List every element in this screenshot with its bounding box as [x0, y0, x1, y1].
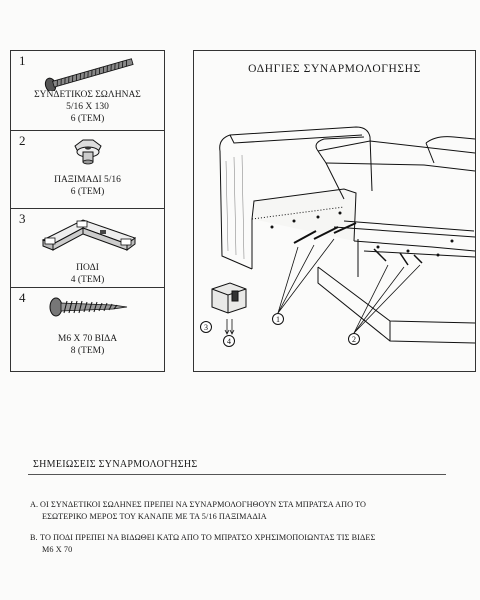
screw-icon [47, 294, 131, 320]
note-bullet: B. [30, 533, 38, 542]
callout-1: 1 [276, 315, 280, 324]
parts-list-panel [10, 50, 165, 372]
callout-3: 3 [204, 323, 208, 332]
part-name: ΠΟΔΙ [76, 263, 99, 273]
bolt-icon [39, 57, 139, 91]
part-quantity: 4 (ΤΕΜ) [70, 275, 105, 285]
part-number: 2 [19, 133, 26, 148]
note-line-1: ΟΙ ΣΥΝΔΕΤΙΚΟΙ ΣΩΛΗΝΕΣ ΠΡΕΠΕΙ ΝΑ ΣΥΝΑΡΜΟΛΟΓΗΘΟΥΝ ΣΤΑ ΜΠΡΑΤΣΑ ΑΠΟ ΤΟ [40, 500, 367, 509]
note-a [30, 499, 465, 523]
nut-icon [69, 136, 107, 168]
diagram-title: ΟΔΗΓΙΕΣ ΣΥΝΑΡΜΟΛΟΓΗΣΗΣ [248, 63, 421, 75]
notes-title: ΣΗΜΕΙΩΣΕΙΣ ΣΥΝΑΡΜΟΛΟΓΗΣΗΣ [33, 459, 198, 470]
part-name: ΠΑΞΙΜΑΔΙ 5/16 [54, 175, 121, 185]
part-size: 5/16 X 130 [66, 102, 109, 112]
assembly-diagram-panel [193, 50, 476, 372]
part-number: 3 [19, 211, 26, 226]
part-item-connecting-tube [11, 51, 164, 130]
part-item-leg [11, 208, 164, 288]
note-bullet: A. [30, 500, 39, 509]
part-quantity: 6 (ΤΕΜ) [70, 187, 105, 197]
part-number: 4 [19, 290, 26, 305]
note-b [30, 532, 465, 556]
callout-2: 2 [352, 335, 356, 344]
note-line-2: ΕΣΩΤΕΡΙΚΟ ΜΕΡΟΣ ΤΟΥ ΚΑΝΑΠΕ ΜΕ ΤΑ 5/16 ΠΑΞΙΜΑΔΙΑ [42, 512, 267, 521]
notes-divider [28, 474, 446, 475]
part-quantity: 6 (ΤΕΜ) [70, 114, 105, 124]
sofa-assembly-illustration [194, 51, 475, 371]
callout-4: 4 [227, 337, 231, 346]
part-name: ΣΥΝΔΕΤΙΚΟΣ ΣΩΛΗΝΑΣ [34, 90, 141, 100]
part-name: M6 X 70 ΒΙΔΑ [57, 334, 118, 344]
part-quantity: 8 (ΤΕΜ) [70, 346, 105, 356]
part-number: 1 [19, 53, 26, 68]
leg-bracket-icon [37, 214, 141, 258]
note-line-2: M6 X 70 [42, 545, 73, 554]
note-line-1: ΤΟ ΠΟΔΙ ΠΡΕΠΕΙ ΝΑ ΒΙΔΩΘΕΙ ΚΑΤΩ ΑΠΟ ΤΟ ΜΠΡΑΤΣΟ ΧΡΗΣΙΜΟΠΟΙΩΝΤΑΣ ΤΙΣ ΒΙΔΕΣ [40, 533, 376, 542]
part-item-screw [11, 287, 164, 372]
part-item-nut [11, 130, 164, 209]
